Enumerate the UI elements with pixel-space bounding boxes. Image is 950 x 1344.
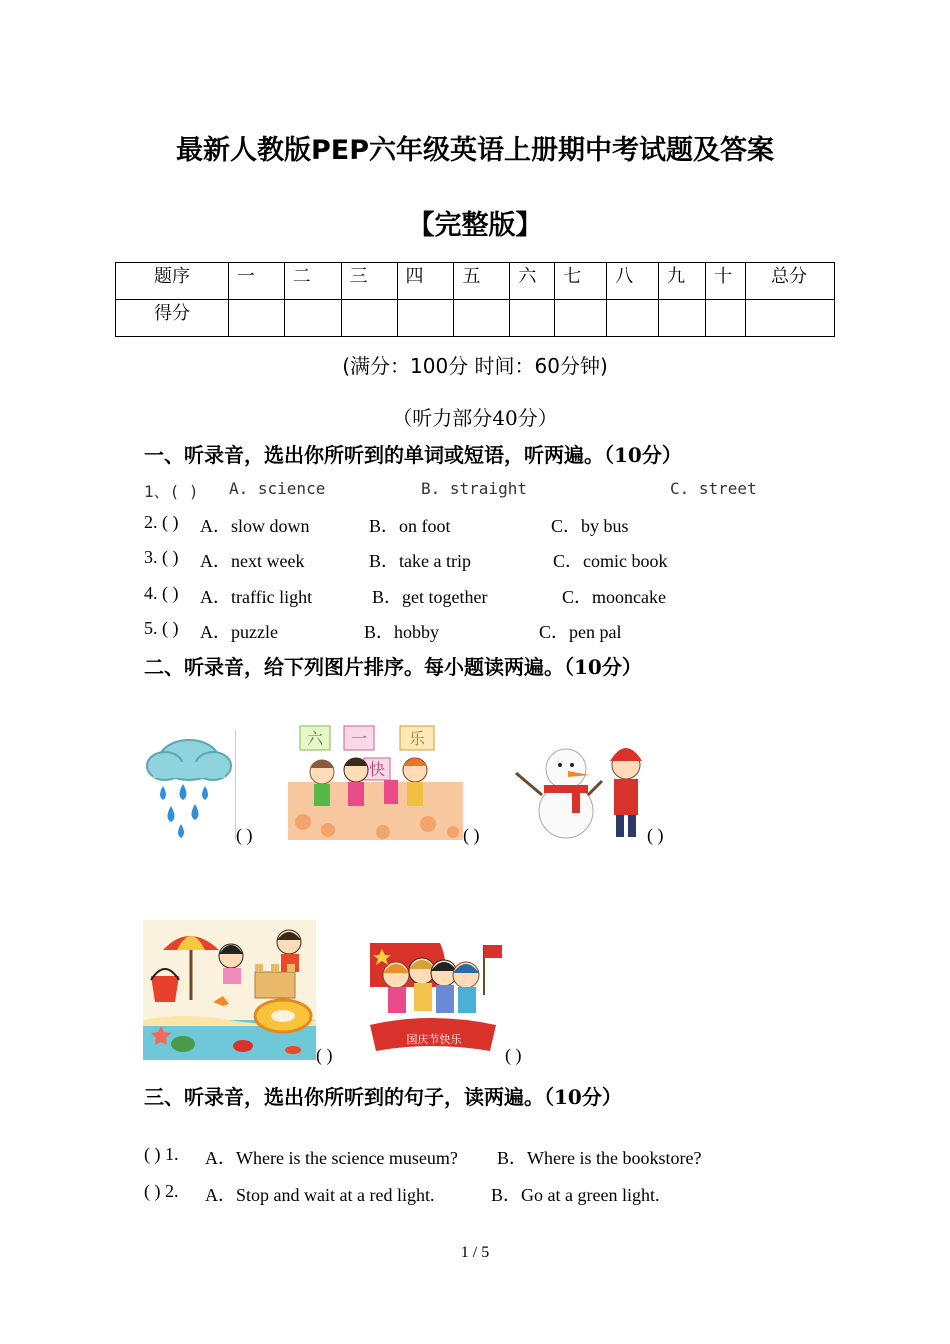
score-input-cell[interactable] <box>607 300 659 337</box>
raindrop-icons <box>160 784 208 838</box>
option-c: C．by bus <box>551 516 629 536</box>
listening-part-label: （听力部分40分） <box>392 406 558 430</box>
table-cell: 六 <box>510 263 555 300</box>
option-a: A. science <box>229 479 326 498</box>
score-input-cell[interactable] <box>555 300 607 337</box>
table-cell: 题序 <box>116 263 229 300</box>
option-a: A．Where is the science museum? <box>205 1148 458 1168</box>
divider <box>235 730 236 840</box>
score-input-cell[interactable] <box>706 300 746 337</box>
score-input-cell[interactable] <box>228 300 284 337</box>
table-cell: 一 <box>228 263 284 300</box>
option-b: B．get together <box>372 587 488 607</box>
childrens-day-picture <box>288 722 463 840</box>
score-input-cell[interactable] <box>341 300 397 337</box>
boy-figure <box>610 748 642 837</box>
table-cell: 三 <box>341 263 397 300</box>
score-input-cell[interactable] <box>746 300 835 337</box>
answer-blank[interactable]: ( ) <box>463 825 480 845</box>
crab-icon <box>233 1040 253 1052</box>
table-cell: 八 <box>607 263 659 300</box>
option-b: B．Go at a green light. <box>491 1185 660 1205</box>
sign-char-1: 六 <box>306 729 324 748</box>
table-cell: 总分 <box>746 263 835 300</box>
option-b: B．take a trip <box>369 551 471 571</box>
swim-ring-icon <box>255 1000 311 1032</box>
question-number: ( ) 2. <box>144 1181 179 1201</box>
option-a: A．traffic light <box>200 587 313 607</box>
table-cell: 九 <box>659 263 706 300</box>
option-b: B．hobby <box>364 622 440 642</box>
small-flag-icon <box>484 945 502 995</box>
children-group <box>383 958 479 1013</box>
answer-blank[interactable]: ( ) <box>505 1045 522 1065</box>
score-input-cell[interactable] <box>510 300 555 337</box>
snowman-picture <box>514 735 648 840</box>
option-a: A．slow down <box>200 516 310 536</box>
section2-heading: 二、听录音，给下列图片排序。每小题读两遍。（10分） <box>144 655 642 679</box>
fish-icon <box>285 1046 301 1054</box>
snowman-icon <box>516 749 602 838</box>
table-cell: 二 <box>284 263 341 300</box>
section1-heading: 一、听录音，选出你所听到的单词或短语，听两遍。（10分） <box>144 443 682 467</box>
score-input-cell[interactable] <box>454 300 510 337</box>
option-b: B. straight <box>421 479 527 498</box>
answer-blank[interactable]: ( ) <box>316 1045 333 1065</box>
option-c: C. street <box>670 479 757 498</box>
table-cell: 四 <box>397 263 454 300</box>
full-marks-note: (满分：100分 时间：60分钟) <box>342 354 608 378</box>
page-title: 最新人教版PEP六年级英语上册期中考试题及答案 <box>175 135 775 166</box>
option-c: C．mooncake <box>562 587 666 607</box>
table-cell: 五 <box>454 263 510 300</box>
question-number: 4. ( ) <box>144 583 179 603</box>
question-number: 3. ( ) <box>144 547 179 567</box>
turtle-icon <box>171 1036 195 1052</box>
rain-cloud-picture <box>143 730 235 840</box>
sign-char-2: 一 <box>350 729 368 748</box>
table-cell: 十 <box>706 263 746 300</box>
sandcastle-icon <box>255 964 295 998</box>
banner-text: 国庆节快乐 <box>406 1033 462 1046</box>
score-table <box>115 262 835 337</box>
option-c: C．comic book <box>553 551 668 571</box>
question-number: 2. ( ) <box>144 512 179 532</box>
option-a: A．puzzle <box>200 622 278 642</box>
sign-char-3: 快 <box>368 760 386 779</box>
national-day-picture <box>366 935 506 1060</box>
score-table-score-row <box>116 300 835 337</box>
section3-heading: 三、听录音，选出你所听到的句子，读两遍。（10分） <box>144 1085 622 1109</box>
table-cell: 得分 <box>116 300 229 337</box>
answer-blank[interactable]: ( ) <box>236 825 253 845</box>
question-number: 1、( ) <box>144 482 199 501</box>
score-input-cell[interactable] <box>284 300 341 337</box>
option-b: B．on foot <box>369 516 451 536</box>
page-number: 1 / 5 <box>460 1244 490 1261</box>
answer-blank[interactable]: ( ) <box>647 825 664 845</box>
option-c: C．pen pal <box>539 622 622 642</box>
score-input-cell[interactable] <box>659 300 706 337</box>
score-table-header-row <box>116 263 835 300</box>
question-number: ( ) 1. <box>144 1144 179 1164</box>
option-a: A．next week <box>200 551 305 571</box>
sign-char-4: 乐 <box>408 729 426 748</box>
table-cell: 七 <box>555 263 607 300</box>
question-number: 5. ( ) <box>144 618 179 638</box>
option-b: B．Where is the bookstore? <box>497 1148 702 1168</box>
beach-picture <box>143 920 316 1060</box>
page-subtitle: 【完整版】 <box>407 210 543 241</box>
score-input-cell[interactable] <box>397 300 454 337</box>
cloud-icon <box>147 740 231 780</box>
option-a: A．Stop and wait at a red light. <box>205 1185 435 1205</box>
